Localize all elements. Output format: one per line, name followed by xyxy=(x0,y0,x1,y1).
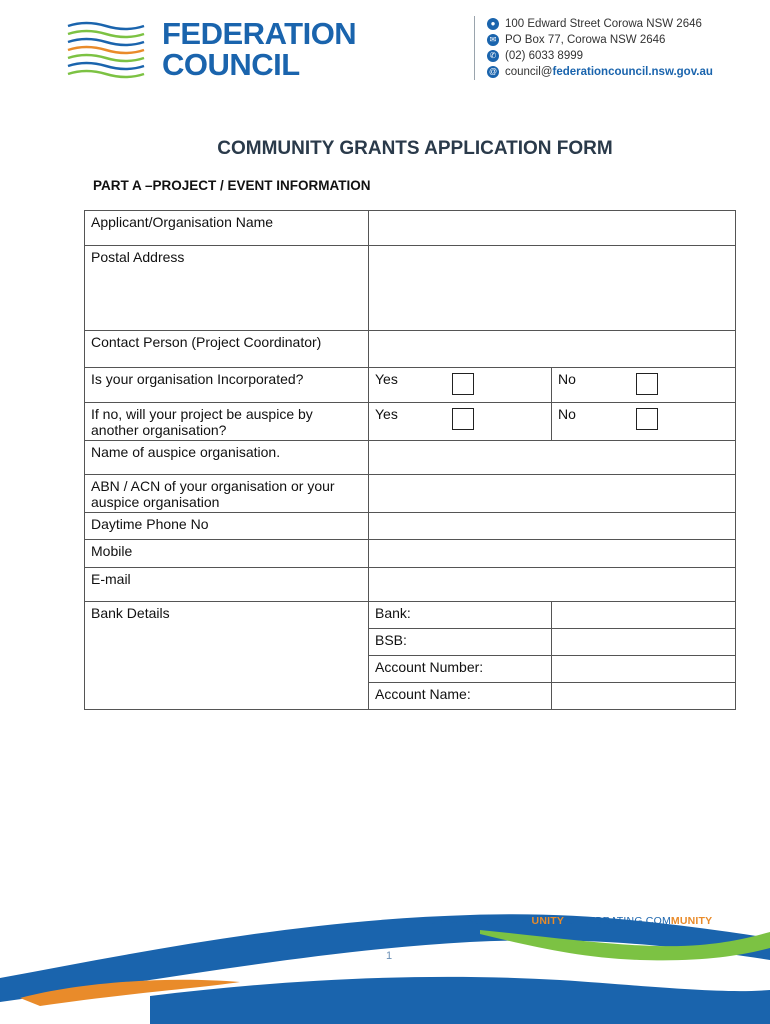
address-text: 100 Edward Street Corowa NSW 2646 xyxy=(505,18,702,30)
auspice-no-cell xyxy=(552,403,736,441)
yes-option xyxy=(375,371,544,395)
email-label: E-mail xyxy=(85,568,369,602)
no-label: No xyxy=(558,371,576,387)
logo-line1: FEDERATION xyxy=(162,16,357,51)
logo-text xyxy=(162,18,356,80)
auspice-name-field[interactable] xyxy=(369,441,736,475)
auspice-no-checkbox[interactable] xyxy=(636,408,658,430)
table-row xyxy=(85,602,736,629)
bank-field[interactable] xyxy=(552,602,736,629)
daytime-phone-label: Daytime Phone No xyxy=(85,513,369,540)
bsb-label: BSB: xyxy=(369,629,552,656)
mobile-label: Mobile xyxy=(85,540,369,568)
auspice-name-label: Name of auspice organisation. xyxy=(85,441,369,475)
incorporated-no-cell xyxy=(552,368,736,403)
tagline-part2: UNITY xyxy=(531,915,565,927)
phone-text: (02) 6033 8999 xyxy=(505,50,584,62)
no-option xyxy=(558,371,728,395)
application-form-table xyxy=(84,210,736,710)
contact-block xyxy=(474,16,713,80)
auspice-yes-checkbox[interactable] xyxy=(452,408,474,430)
table-row xyxy=(85,403,736,441)
auspice-yes-cell xyxy=(369,403,552,441)
logo-line2: COUNCIL xyxy=(162,47,300,82)
logo-waves-icon xyxy=(66,20,146,80)
account-name-field[interactable] xyxy=(552,683,736,710)
footer-waves-icon xyxy=(0,910,770,1024)
table-row xyxy=(85,441,736,475)
incorporated-question: Is your organisation Incorporated? xyxy=(85,368,369,403)
table-row xyxy=(85,513,736,540)
yes-label: Yes xyxy=(375,371,398,387)
incorporated-yes-checkbox[interactable] xyxy=(452,373,474,395)
daytime-phone-field[interactable] xyxy=(369,513,736,540)
incorporated-no-checkbox[interactable] xyxy=(636,373,658,395)
page-number: 1 xyxy=(386,950,393,962)
table-row xyxy=(85,540,736,568)
page-title: COMMUNITY GRANTS APPLICATION FORM xyxy=(217,138,613,159)
incorporated-yes-cell xyxy=(369,368,552,403)
tagline-part3: CELEBRATING COM xyxy=(564,915,671,927)
phone-icon: ✆ xyxy=(487,50,499,62)
no-label: No xyxy=(558,406,576,422)
tagline-part1: CREATING OPPORT xyxy=(428,915,532,927)
applicant-name-label: Applicant/Organisation Name xyxy=(85,211,369,246)
applicant-name-field[interactable] xyxy=(369,211,736,246)
email-domain-link[interactable]: federationcouncil.nsw.gov.au xyxy=(552,66,713,78)
auspice-question: If no, will your project be auspice by another organisation? xyxy=(85,403,369,441)
mail-icon: ✉ xyxy=(487,34,499,46)
email-user-text: council@ xyxy=(505,66,553,78)
account-name-label: Account Name: xyxy=(369,683,552,710)
logo xyxy=(66,18,356,84)
part-heading: PART A –PROJECT / EVENT INFORMATION xyxy=(93,178,371,193)
location-icon: ● xyxy=(487,18,499,30)
table-row xyxy=(85,331,736,368)
mobile-field[interactable] xyxy=(369,540,736,568)
bsb-field[interactable] xyxy=(552,629,736,656)
bank-label: Bank: xyxy=(369,602,552,629)
contact-address xyxy=(487,16,713,32)
abn-label: ABN / ACN of your organisation or your auspice organisation xyxy=(85,475,369,513)
contact-po-box xyxy=(487,32,713,48)
footer-tagline xyxy=(428,915,712,927)
table-row xyxy=(85,211,736,246)
account-number-label: Account Number: xyxy=(369,656,552,683)
postal-address-field[interactable] xyxy=(369,246,736,331)
contact-phone xyxy=(487,48,713,64)
no-option xyxy=(558,406,728,430)
yes-option xyxy=(375,406,544,430)
postal-address-label: Postal Address xyxy=(85,246,369,331)
contact-person-field[interactable] xyxy=(369,331,736,368)
account-number-field[interactable] xyxy=(552,656,736,683)
email-field[interactable] xyxy=(369,568,736,602)
table-row xyxy=(85,246,736,331)
contact-email xyxy=(487,64,713,80)
tagline-part4: MUNITY xyxy=(670,915,713,927)
abn-field[interactable] xyxy=(369,475,736,513)
table-row xyxy=(85,568,736,602)
po-box-text: PO Box 77, Corowa NSW 2646 xyxy=(505,34,666,46)
contact-person-label: Contact Person (Project Coordinator) xyxy=(85,331,369,368)
table-row xyxy=(85,475,736,513)
yes-label: Yes xyxy=(375,406,398,422)
at-icon: @ xyxy=(488,67,498,76)
bank-details-label: Bank Details xyxy=(85,602,369,710)
table-row xyxy=(85,368,736,403)
